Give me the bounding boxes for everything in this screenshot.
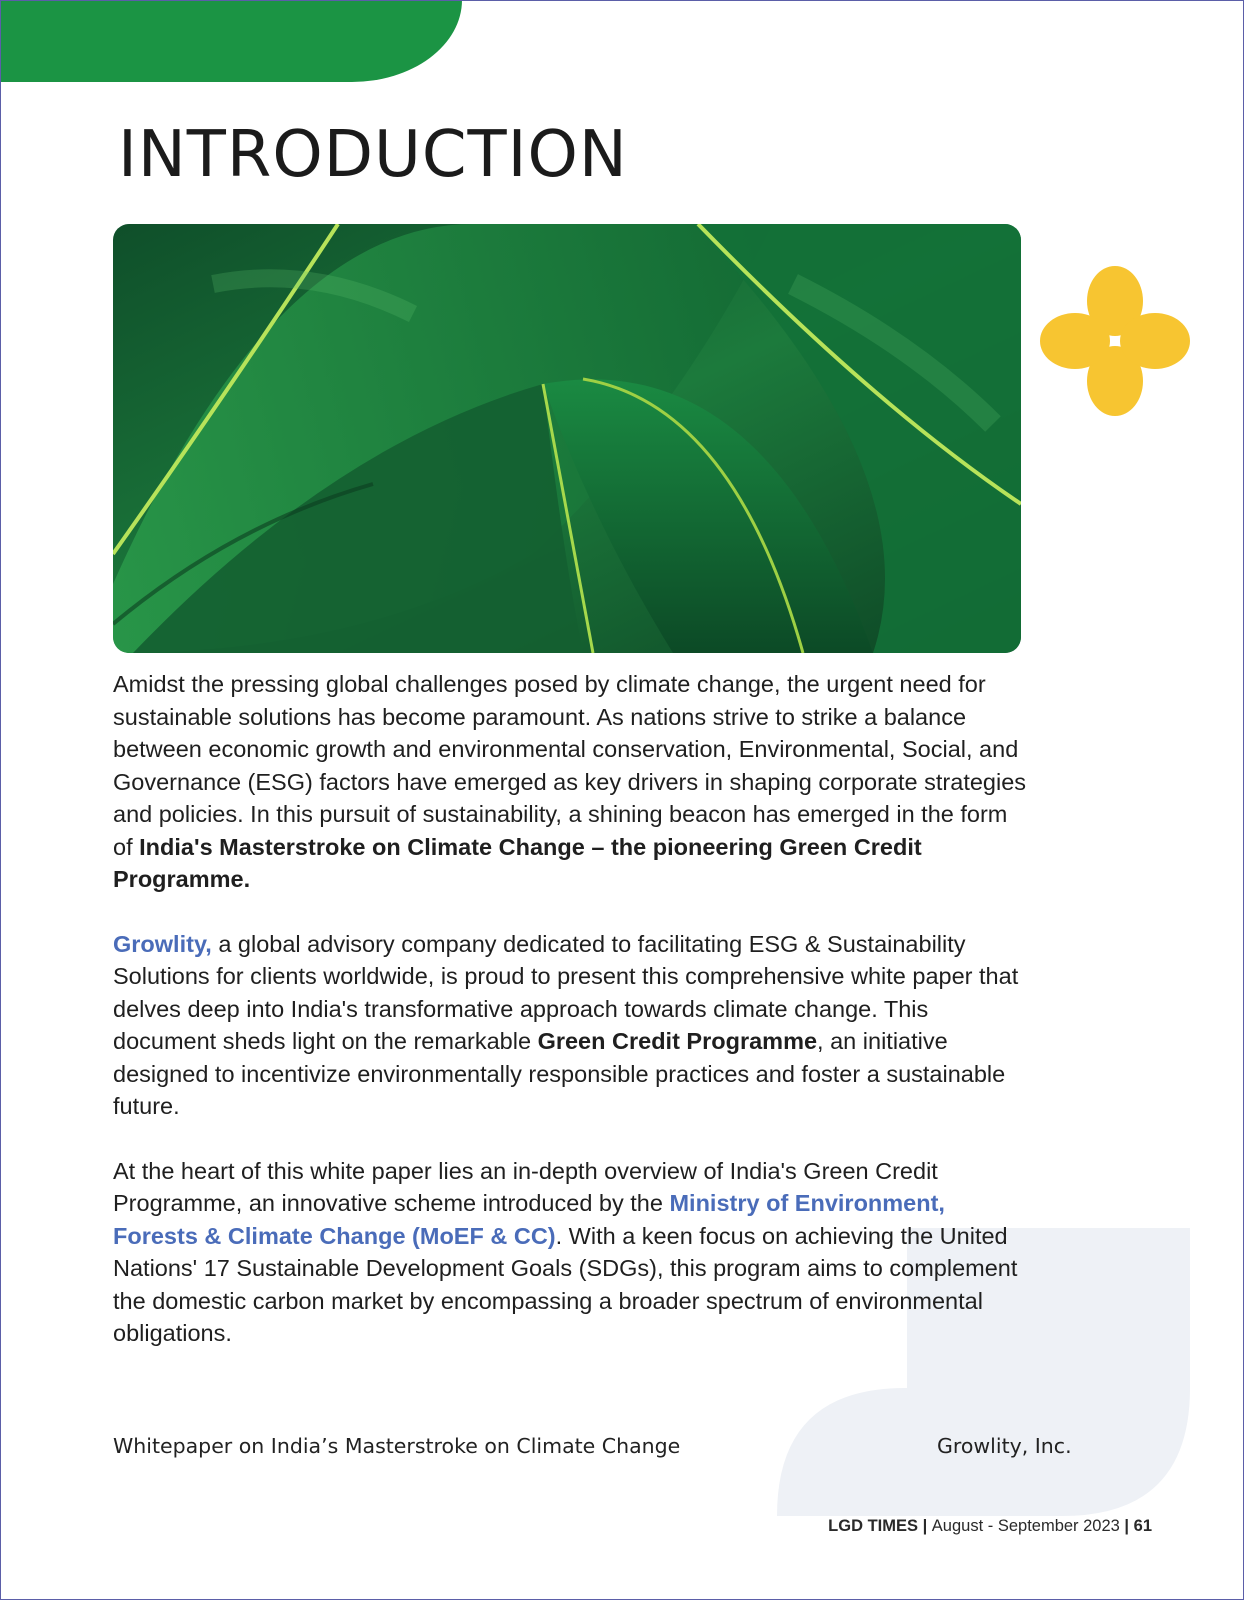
- four-petal-flower-icon: [1040, 266, 1190, 416]
- issue-date: August - September 2023: [931, 1517, 1120, 1535]
- page-folio: LGD TIMES | August - September 2023 | 61: [828, 1517, 1152, 1535]
- page-title: INTRODUCTION: [118, 118, 628, 192]
- introduction-body: [113, 668, 1033, 1382]
- magazine-name: LGD TIMES: [828, 1517, 918, 1535]
- highlight-green-credit-programme: Green Credit Programme: [537, 1028, 818, 1054]
- highlight-green-credit-masterstroke: India's Masterstroke on Climate Change – the pioneering Green Credit Programme.: [113, 833, 922, 892]
- intro-paragraph-1: Amidst the pressing global challenges posed by climate change, the urgent need for sustainable solutions has become paramount. As nations strive to strike a balance between economic growth and environmental conservation, Environmental, Social, and Governance (ESG) factors have emerged as key drivers in shaping corporate strategies and policies. In this pursuit of sustainability, a shining beacon has emerged in the form of India's Masterstroke on Climate Change – the pioneering Green Credit Programme.: [113, 671, 1027, 892]
- hero-leaves-image: [113, 224, 1021, 653]
- intro-paragraph-3: At the heart of this white paper lies an in-depth overview of India's Green Credit Programme, an innovative scheme introduced by the Ministry of Environment, Forests & Climate Change (MoEF & CC). With a keen focus on achieving the United Nations' 17 Sustainable Development Goals (SDGs), this program aims to complement the domestic carbon market by encompassing a broader spectrum of environmental obligations.: [113, 1157, 1018, 1346]
- corner-tab-decoration: [0, 0, 462, 82]
- growlity-link[interactable]: Growlity,: [113, 930, 212, 957]
- ministry-link[interactable]: Ministry of Environment, Forests & Climate Change (MoEF & CC): [113, 1190, 945, 1249]
- footer-document-title: Whitepaper on India’s Masterstroke on Climate Change: [113, 1434, 681, 1458]
- footer-company-name: Growlity, Inc.: [937, 1434, 1072, 1458]
- intro-paragraph-2: Growlity, a global advisory company dedicated to facilitating ESG & Sustainability Solutions for clients worldwide, is proud to present this comprehensive white paper that delves deep into India's transformative approach towards climate change. This document sheds light on the remarkable Green Credit Programme, an initiative designed to incentivize environmentally responsible practices and foster a sustainable future.: [113, 930, 1019, 1119]
- page-number: 61: [1133, 1517, 1152, 1535]
